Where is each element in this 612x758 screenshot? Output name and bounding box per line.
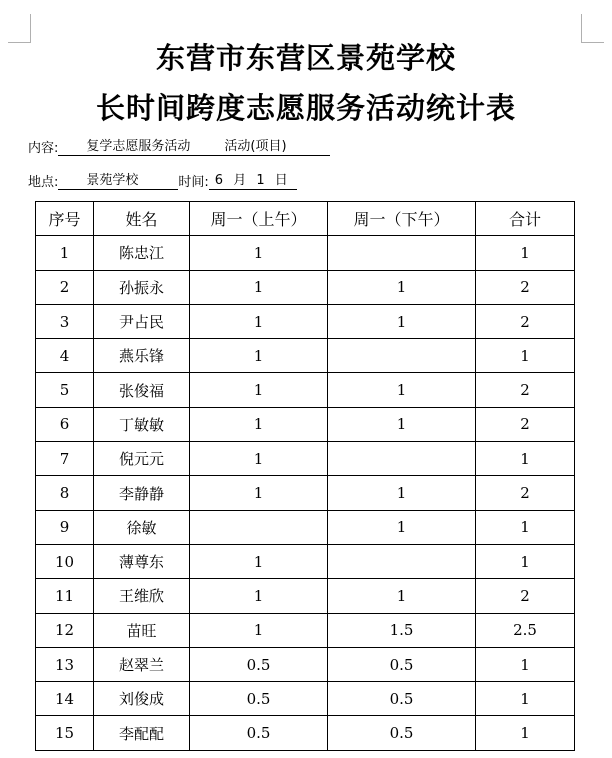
cell-no: 4 [36,339,94,373]
content-value-part2: 活动(项目) [224,139,287,154]
cell-no: 3 [36,304,94,338]
cell-name: 倪元元 [94,442,190,476]
content-value-part1: 复学志愿服务活动 [86,139,191,154]
table-row [36,510,575,544]
cell-am: 0.5 [190,716,328,750]
cell-am: 0.5 [190,682,328,716]
cell-name: 尹占民 [94,304,190,338]
cell-total: 1 [476,647,575,681]
document-title-line1: 东营市东营区景苑学校 [155,41,456,75]
table-row [36,613,575,647]
cell-no: 7 [36,442,94,476]
cell-name: 陈忠江 [94,236,190,270]
cell-name: 苗旺 [94,613,190,647]
cell-no: 2 [36,270,94,304]
cell-am: 1 [190,544,328,578]
table-row [36,647,575,681]
cell-am: 1 [190,236,328,270]
cell-no: 15 [36,716,94,750]
header-cell-name: 姓名 [94,202,190,236]
table-row [36,304,575,338]
table-row [36,716,575,750]
content-underline [58,135,330,156]
cell-no: 6 [36,407,94,441]
table-row [36,682,575,716]
cell-no: 8 [36,476,94,510]
cell-total: 2 [476,270,575,304]
cell-name: 燕乐锋 [94,339,190,373]
cell-pm [328,236,476,270]
table-row [36,270,575,304]
cell-pm [328,339,476,373]
table-row [36,236,575,270]
cell-pm: 0.5 [328,682,476,716]
table-row [36,544,575,578]
cell-no: 13 [36,647,94,681]
cell-am: 1 [190,579,328,613]
volunteer-stats-table [35,201,575,751]
table-row [36,373,575,407]
cell-pm: 1 [328,304,476,338]
content-line [28,135,330,156]
cell-name: 李配配 [94,716,190,750]
cell-name: 徐敏 [94,510,190,544]
cell-name: 孙振永 [94,270,190,304]
content-label: 内容: [28,141,59,156]
cell-total: 2 [476,579,575,613]
table-header-row [36,202,575,236]
cell-total: 2 [476,407,575,441]
cell-pm: 0.5 [328,716,476,750]
cell-pm: 1 [328,579,476,613]
cell-total: 2 [476,373,575,407]
time-label: 时间: [178,175,209,190]
cell-am: 0.5 [190,647,328,681]
cell-am: 1 [190,373,328,407]
place-time-line [28,169,297,190]
cell-total: 2.5 [476,613,575,647]
time-value: 6 月 1 日 [209,169,297,190]
cell-name: 王维欣 [94,579,190,613]
cell-name: 李静静 [94,476,190,510]
cell-am: 1 [190,407,328,441]
cell-no: 14 [36,682,94,716]
cell-name: 赵翠兰 [94,647,190,681]
cell-pm: 0.5 [328,647,476,681]
table-row [36,407,575,441]
cell-no: 1 [36,236,94,270]
cell-pm: 1.5 [328,613,476,647]
cell-am: 1 [190,442,328,476]
cell-pm [328,442,476,476]
table-row [36,579,575,613]
cell-name: 张俊福 [94,373,190,407]
header-cell-pm: 周一（下午） [328,202,476,236]
cell-am: 1 [190,304,328,338]
cell-total: 1 [476,682,575,716]
cell-no: 12 [36,613,94,647]
cell-pm: 1 [328,407,476,441]
table-row [36,442,575,476]
cell-am: 1 [190,339,328,373]
cell-total: 1 [476,442,575,476]
cell-name: 薄尊东 [94,544,190,578]
document-title-line2: 长时间跨度志愿服务活动统计表 [95,91,516,125]
table-row [36,339,575,373]
cell-pm [328,544,476,578]
cell-am: 1 [190,270,328,304]
header-cell-no: 序号 [36,202,94,236]
cell-pm: 1 [328,510,476,544]
cell-no: 11 [36,579,94,613]
cell-total: 1 [476,544,575,578]
cell-no: 9 [36,510,94,544]
cell-am: 1 [190,476,328,510]
cell-name: 丁敏敏 [94,407,190,441]
cell-no: 5 [36,373,94,407]
header-cell-total: 合计 [476,202,575,236]
place-label: 地点: [28,175,59,190]
place-value: 景苑学校 [58,169,178,190]
cell-total: 1 [476,716,575,750]
cell-name: 刘俊成 [94,682,190,716]
cell-total: 2 [476,304,575,338]
cell-pm: 1 [328,476,476,510]
cell-total: 1 [476,510,575,544]
cell-total: 1 [476,236,575,270]
cell-pm: 1 [328,373,476,407]
cell-am: 1 [190,613,328,647]
cell-am [190,510,328,544]
table-body [36,236,575,750]
table-row [36,476,575,510]
cell-no: 10 [36,544,94,578]
header-cell-am: 周一（上午） [190,202,328,236]
cell-total: 1 [476,339,575,373]
cell-total: 2 [476,476,575,510]
cell-pm: 1 [328,270,476,304]
